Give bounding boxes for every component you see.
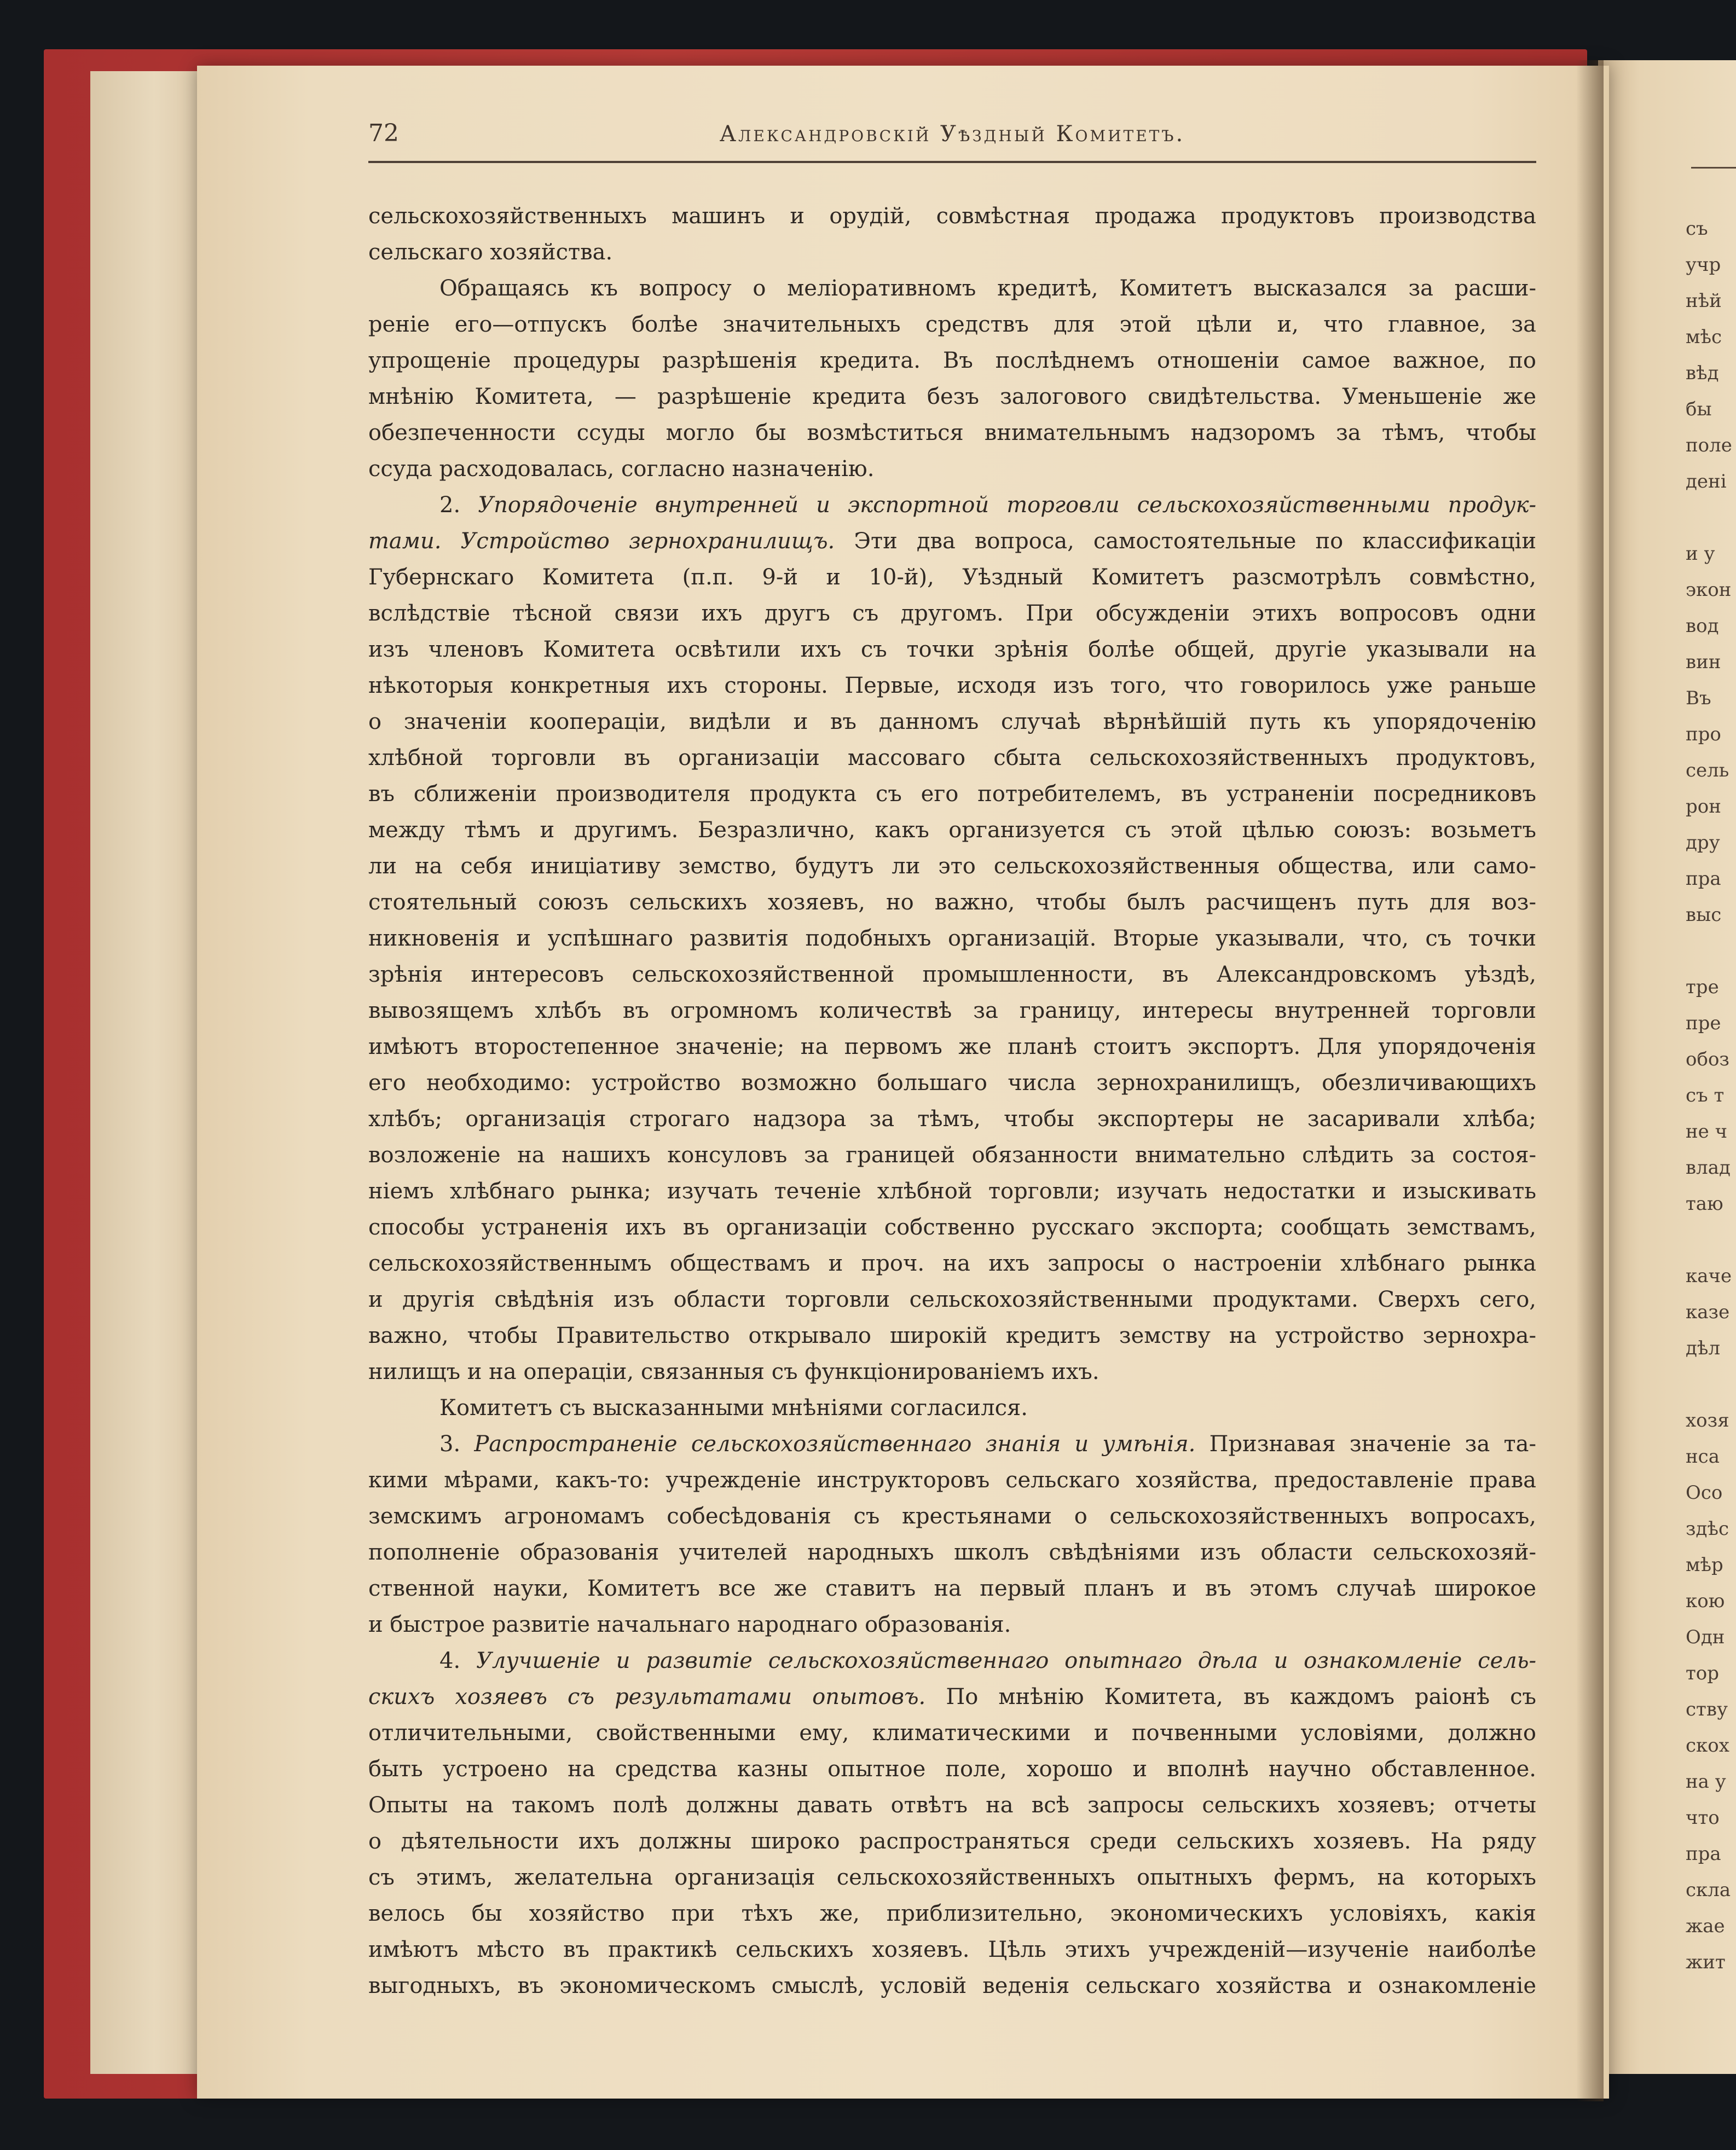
text-line (368, 1534, 1536, 1571)
text-line (368, 1245, 1536, 1282)
facing-page-fragment: жит (1686, 1951, 1726, 1973)
text-segment: стоятельный союзъ сельскихъ хозяевъ, но важно, чтобы былъ расчищенъ путь для воз- (368, 890, 1536, 915)
facing-page-fragment: мѣр (1686, 1554, 1723, 1576)
text-line (368, 704, 1536, 740)
facing-page-fragment: поле (1686, 434, 1732, 456)
italic-text: Упорядоченіе внутренней и экспортной торговли сельскохозяйственными продук- (478, 492, 1536, 518)
facing-page-fragment: тор (1686, 1662, 1720, 1684)
text-segment: никновенія и успѣшнаго развитія подобныхъ организацій. Вторые указывали, что, съ точки (368, 926, 1536, 951)
text-segment: имѣютъ мѣсто въ практикѣ сельскихъ хозяевъ. Цѣль этихъ учрежденій—изученіе наиболѣе (368, 1937, 1536, 1962)
facing-page-fragment: хозя (1686, 1410, 1729, 1432)
text-line (368, 595, 1536, 631)
text-line (368, 1787, 1536, 1823)
text-line (368, 198, 1536, 234)
text-segment: нѣкоторыя конкретныя ихъ стороны. Первые, исходя изъ того, что говорилось уже раньше (368, 673, 1536, 698)
facing-page-fragment: пра (1686, 868, 1721, 890)
facing-page-fragment: съ т (1686, 1085, 1725, 1106)
italic-text: Улучшеніе и развитіе сельскохозяйственнаго опытнаго дѣла и ознакомленіе сель- (476, 1648, 1536, 1673)
text-line (368, 1282, 1536, 1318)
facing-page-fragment: экон (1686, 579, 1732, 601)
text-line (368, 1823, 1536, 1859)
text-line (368, 884, 1536, 920)
text-segment: о значеніи кооперацiи, видѣли и въ данномъ случаѣ вѣрнѣйшій путь къ упорядоченію (368, 709, 1536, 734)
gutter-shadow (1576, 60, 1604, 2101)
text-segment: съ этимъ, желательна организація сельскохозяйственныхъ опытныхъ фермъ, на которыхъ (368, 1865, 1536, 1890)
text-segment: вслѣдствіе тѣсной связи ихъ другъ съ другомъ. При обсужденіи этихъ вопросовъ одни (368, 601, 1536, 626)
facing-page-fragment: вин (1686, 651, 1721, 673)
facing-page-fragment: и у (1686, 543, 1715, 565)
text-segment: ніемъ хлѣбнаго рынка; изучать теченіе хлѣбной торговли; изучать недостатки и изыскивать (368, 1179, 1536, 1204)
italic-text: скихъ хозяевъ съ результатами опытовъ. (368, 1684, 926, 1709)
text-line (368, 1607, 1536, 1643)
facing-page-fragment: казе (1686, 1301, 1730, 1323)
facing-page-fragment: выс (1686, 904, 1722, 926)
text-segment: пополненіе образованія учителей народныхъ школъ свѣдѣніями изъ области сельскохозяй- (368, 1540, 1536, 1565)
text-line (368, 1715, 1536, 1751)
text-line (368, 1859, 1536, 1896)
text-line (368, 234, 1536, 270)
facing-page-text (1686, 211, 1736, 1980)
text-segment: сельскаго хозяйства. (368, 240, 613, 265)
text-segment: По мнѣнію Комитета, въ каждомъ раіонѣ съ (925, 1684, 1536, 1709)
facing-page-fragment: дѣл (1686, 1337, 1721, 1359)
facing-page-fragment: съ (1686, 218, 1708, 240)
text-line (368, 993, 1536, 1029)
text-line (368, 1173, 1536, 1209)
facing-page-fragment: тре (1686, 976, 1719, 998)
text-segment: сельскохозяйственнымъ обществамъ и проч. на ихъ запросы о настроеніи хлѣбнаго рынка (368, 1251, 1536, 1276)
text-line (368, 1426, 1536, 1462)
text-segment: 3. (439, 1432, 474, 1457)
text-line (368, 559, 1536, 595)
text-segment: способы устраненія ихъ въ организаціи собственно русскаго экспорта; сообщать земствамъ, (368, 1215, 1536, 1240)
facing-page-fragment: про (1686, 723, 1721, 745)
text-line (368, 306, 1536, 343)
text-segment: быть устроено на средства казны опытное поле, хорошо и вполнѣ научно обставленное. (368, 1757, 1536, 1782)
facing-page-fragment: пре (1686, 1012, 1721, 1034)
facing-page-fragment: скла (1686, 1879, 1731, 1901)
text-line (368, 1390, 1536, 1426)
text-segment: изъ членовъ Комитета освѣтили ихъ съ точки зрѣнія болѣе общей, другіе указывали на (368, 637, 1536, 662)
facing-page-fragment: учр (1686, 254, 1721, 276)
facing-page-fragment (1686, 933, 1736, 969)
text-line (368, 631, 1536, 668)
facing-page-fragment: вѣд (1686, 362, 1719, 384)
text-line (368, 1029, 1536, 1065)
text-segment: обезпеченности ссуды могло бы возмѣститься внимательнымъ надзоромъ за тѣмъ, чтобы (368, 420, 1536, 445)
facing-page-fragment: дру (1686, 832, 1720, 854)
text-segment: важно, чтобы Правительство открывало широкій кредитъ земству на устройство зернохра- (368, 1323, 1536, 1348)
facing-page-fragment (1686, 1222, 1736, 1258)
running-title: Александровскій Уѣздный Комитетъ. (719, 121, 1185, 147)
text-line (368, 740, 1536, 776)
text-segment: зрѣнія интересовъ сельскохозяйственной промышленности, въ Александровскомъ уѣздѣ, (368, 962, 1536, 987)
text-segment: реніе его—отпускъ болѣе значительныхъ средствъ для этой цѣли и, что главное, за (368, 312, 1536, 337)
text-segment: о дѣятельности ихъ должны широко распространяться среди сельскихъ хозяевъ. На ряду (368, 1829, 1536, 1854)
text-segment: Обращаясь къ вопросу о меліоративномъ кредитѣ, Комитетъ высказался за расши- (439, 276, 1536, 301)
text-segment: ли на себя иниціативу земство, будутъ ли это сельскохозяйственныя общества, или само- (368, 854, 1536, 879)
text-segment: Губернскаго Комитета (п.п. 9-й и 10-й), Уѣздный Комитетъ разсмотрѣлъ совмѣстно, (368, 565, 1536, 590)
body-text (368, 198, 1536, 2004)
text-line (368, 957, 1536, 993)
text-line (368, 270, 1536, 306)
page-header (368, 119, 1536, 158)
facing-page-fragment: дені (1686, 471, 1727, 492)
text-line (368, 1968, 1536, 2004)
text-line (368, 523, 1536, 559)
text-segment: и другія свѣдѣнія изъ области торговли сельскохозяйственными продуктами. Сверхъ сего, (368, 1287, 1536, 1312)
facing-page-fragment: не ч (1686, 1121, 1728, 1143)
facing-page-fragment: нса (1686, 1446, 1720, 1468)
text-line (368, 668, 1536, 704)
text-line (368, 848, 1536, 884)
facing-page-fragment: каче (1686, 1265, 1732, 1287)
facing-page-fragment: Въ (1686, 687, 1711, 709)
text-line (368, 1318, 1536, 1354)
text-line (368, 1643, 1536, 1679)
text-segment: между тѣмъ и другимъ. Безразлично, какъ организуется съ этой цѣлью союзъ: возьметъ (368, 818, 1536, 843)
text-line (368, 487, 1536, 523)
text-line (368, 1065, 1536, 1101)
text-line (368, 379, 1536, 415)
text-line (368, 920, 1536, 957)
facing-page-fragment (1686, 500, 1736, 536)
text-line (368, 415, 1536, 451)
text-segment: Опыты на такомъ полѣ должны давать отвѣтъ на всѣ запросы сельскихъ хозяевъ; отчеты (368, 1793, 1536, 1818)
text-segment: 4. (439, 1648, 476, 1673)
text-line (368, 1354, 1536, 1390)
text-segment: велось бы хозяйство при тѣхъ же, приблизительно, экономическихъ условіяхъ, какія (368, 1901, 1536, 1926)
text-segment: кими мѣрами, какъ-то: учрежденіе инструкторовъ сельскаго хозяйства, предоставленіе права (368, 1468, 1536, 1493)
text-segment: земскимъ агрономамъ собесѣдованія съ крестьянами о сельскохозяйственныхъ вопросахъ, (368, 1504, 1536, 1529)
facing-page-fragment: рон (1686, 796, 1721, 818)
text-segment: вывозящемъ хлѣбъ въ огромномъ количествѣ за границу, интересы внутренней торговли (368, 998, 1536, 1023)
facing-page-fragment: ству (1686, 1699, 1728, 1720)
text-line (368, 1679, 1536, 1715)
text-line (368, 1932, 1536, 1968)
text-line (368, 1101, 1536, 1137)
text-segment: отличительными, свойственными ему, климатическими и почвенными условіями, должно (368, 1720, 1536, 1746)
facing-page-fragment: бы (1686, 398, 1712, 420)
facing-page-fragment: таю (1686, 1193, 1723, 1215)
facing-page-fragment: Одн (1686, 1626, 1725, 1648)
text-segment: хлѣбъ; организація строгаго надзора за тѣмъ, чтобы экспортеры не засаривали хлѣба; (368, 1106, 1536, 1132)
italic-text: тами. Устройство зернохранилищъ. (368, 529, 835, 554)
text-line (368, 1498, 1536, 1534)
text-segment: хлѣбной торговли въ организаціи массоваго сбыта сельскохозяйственныхъ продуктовъ, (368, 745, 1536, 770)
text-segment: имѣютъ второстепенное значеніе; на первомъ же планѣ стоитъ экспортъ. Для упорядоченія (368, 1034, 1536, 1059)
text-line (368, 1896, 1536, 1932)
text-segment: сельскохозяйственныхъ машинъ и орудій, совмѣстная продажа продуктовъ производства (368, 204, 1536, 229)
facing-page-fragment: влад (1686, 1157, 1731, 1179)
text-segment: Признавая значеніе за та- (1195, 1432, 1536, 1457)
text-line (368, 1751, 1536, 1787)
facing-page-fragment: на у (1686, 1771, 1726, 1793)
text-segment: его необходимо: устройство возможно большаго числа зернохранилищъ, обезличивающихъ (368, 1070, 1536, 1096)
text-segment: выгодныхъ, въ экономическомъ смыслѣ, условій веденія сельскаго хозяйства и ознакомленіе (368, 1973, 1536, 1998)
text-line (368, 1571, 1536, 1607)
text-segment: Комитетъ съ высказанными мнѣніями согласился. (439, 1395, 1028, 1421)
header-rule (368, 161, 1536, 163)
facing-page-fragment: мѣс (1686, 326, 1722, 348)
text-segment: упрощеніе процедуры разрѣшенія кредита. Въ послѣднемъ отношеніи самое важное, по (368, 348, 1536, 373)
text-segment: мнѣнію Комитета, — разрѣшеніе кредита безъ залогового свидѣтельства. Уменьшеніе же (368, 384, 1536, 409)
facing-page-fragment: что (1686, 1807, 1720, 1829)
page-number: 72 (368, 119, 399, 147)
text-segment: ссуда расходовалась, согласно назначенію. (368, 456, 875, 482)
facing-page-fragment: пра (1686, 1843, 1721, 1865)
text-segment: въ сближеніи производителя продукта съ его потребителемъ, въ устраненіи посредниковъ (368, 781, 1536, 807)
text-line (368, 776, 1536, 812)
text-line (368, 451, 1536, 487)
facing-page-fragment: обоз (1686, 1048, 1729, 1070)
facing-page-fragment: скох (1686, 1735, 1729, 1757)
text-segment: и быстрое развитіе начальнаго народнаго образованія. (368, 1612, 1011, 1637)
facing-page-fragment (1686, 1366, 1736, 1403)
text-segment: нилищъ и на операціи, связанныя съ функціонированіемъ ихъ. (368, 1359, 1100, 1384)
text-line (368, 1462, 1536, 1498)
facing-page-fragment: сель (1686, 760, 1729, 781)
facing-page-fragment: жае (1686, 1915, 1725, 1937)
text-line (368, 343, 1536, 379)
facing-page-fragment: Осо (1686, 1482, 1723, 1504)
text-line (368, 812, 1536, 848)
text-segment: возложеніе на нашихъ консуловъ за границей обязанности внимательно слѣдить за состоя- (368, 1143, 1536, 1168)
text-segment: 2. (439, 492, 478, 518)
facing-page-fragment: вод (1686, 615, 1719, 637)
text-segment: ственной науки, Комитетъ все же ставитъ на первый планъ и въ этомъ случаѣ широкое (368, 1576, 1536, 1601)
text-segment: Эти два вопроса, самостоятельные по классификаціи (835, 529, 1536, 554)
text-line (368, 1137, 1536, 1173)
facing-page-rule (1691, 167, 1736, 169)
facing-page-fragment: здѣс (1686, 1518, 1729, 1540)
text-line (368, 1209, 1536, 1245)
facing-page-fragment: нѣй (1686, 290, 1722, 312)
facing-page-fragment: кою (1686, 1590, 1725, 1612)
italic-text: Распространеніе сельскохозяйственнаго знанія и умѣнія. (474, 1432, 1196, 1457)
